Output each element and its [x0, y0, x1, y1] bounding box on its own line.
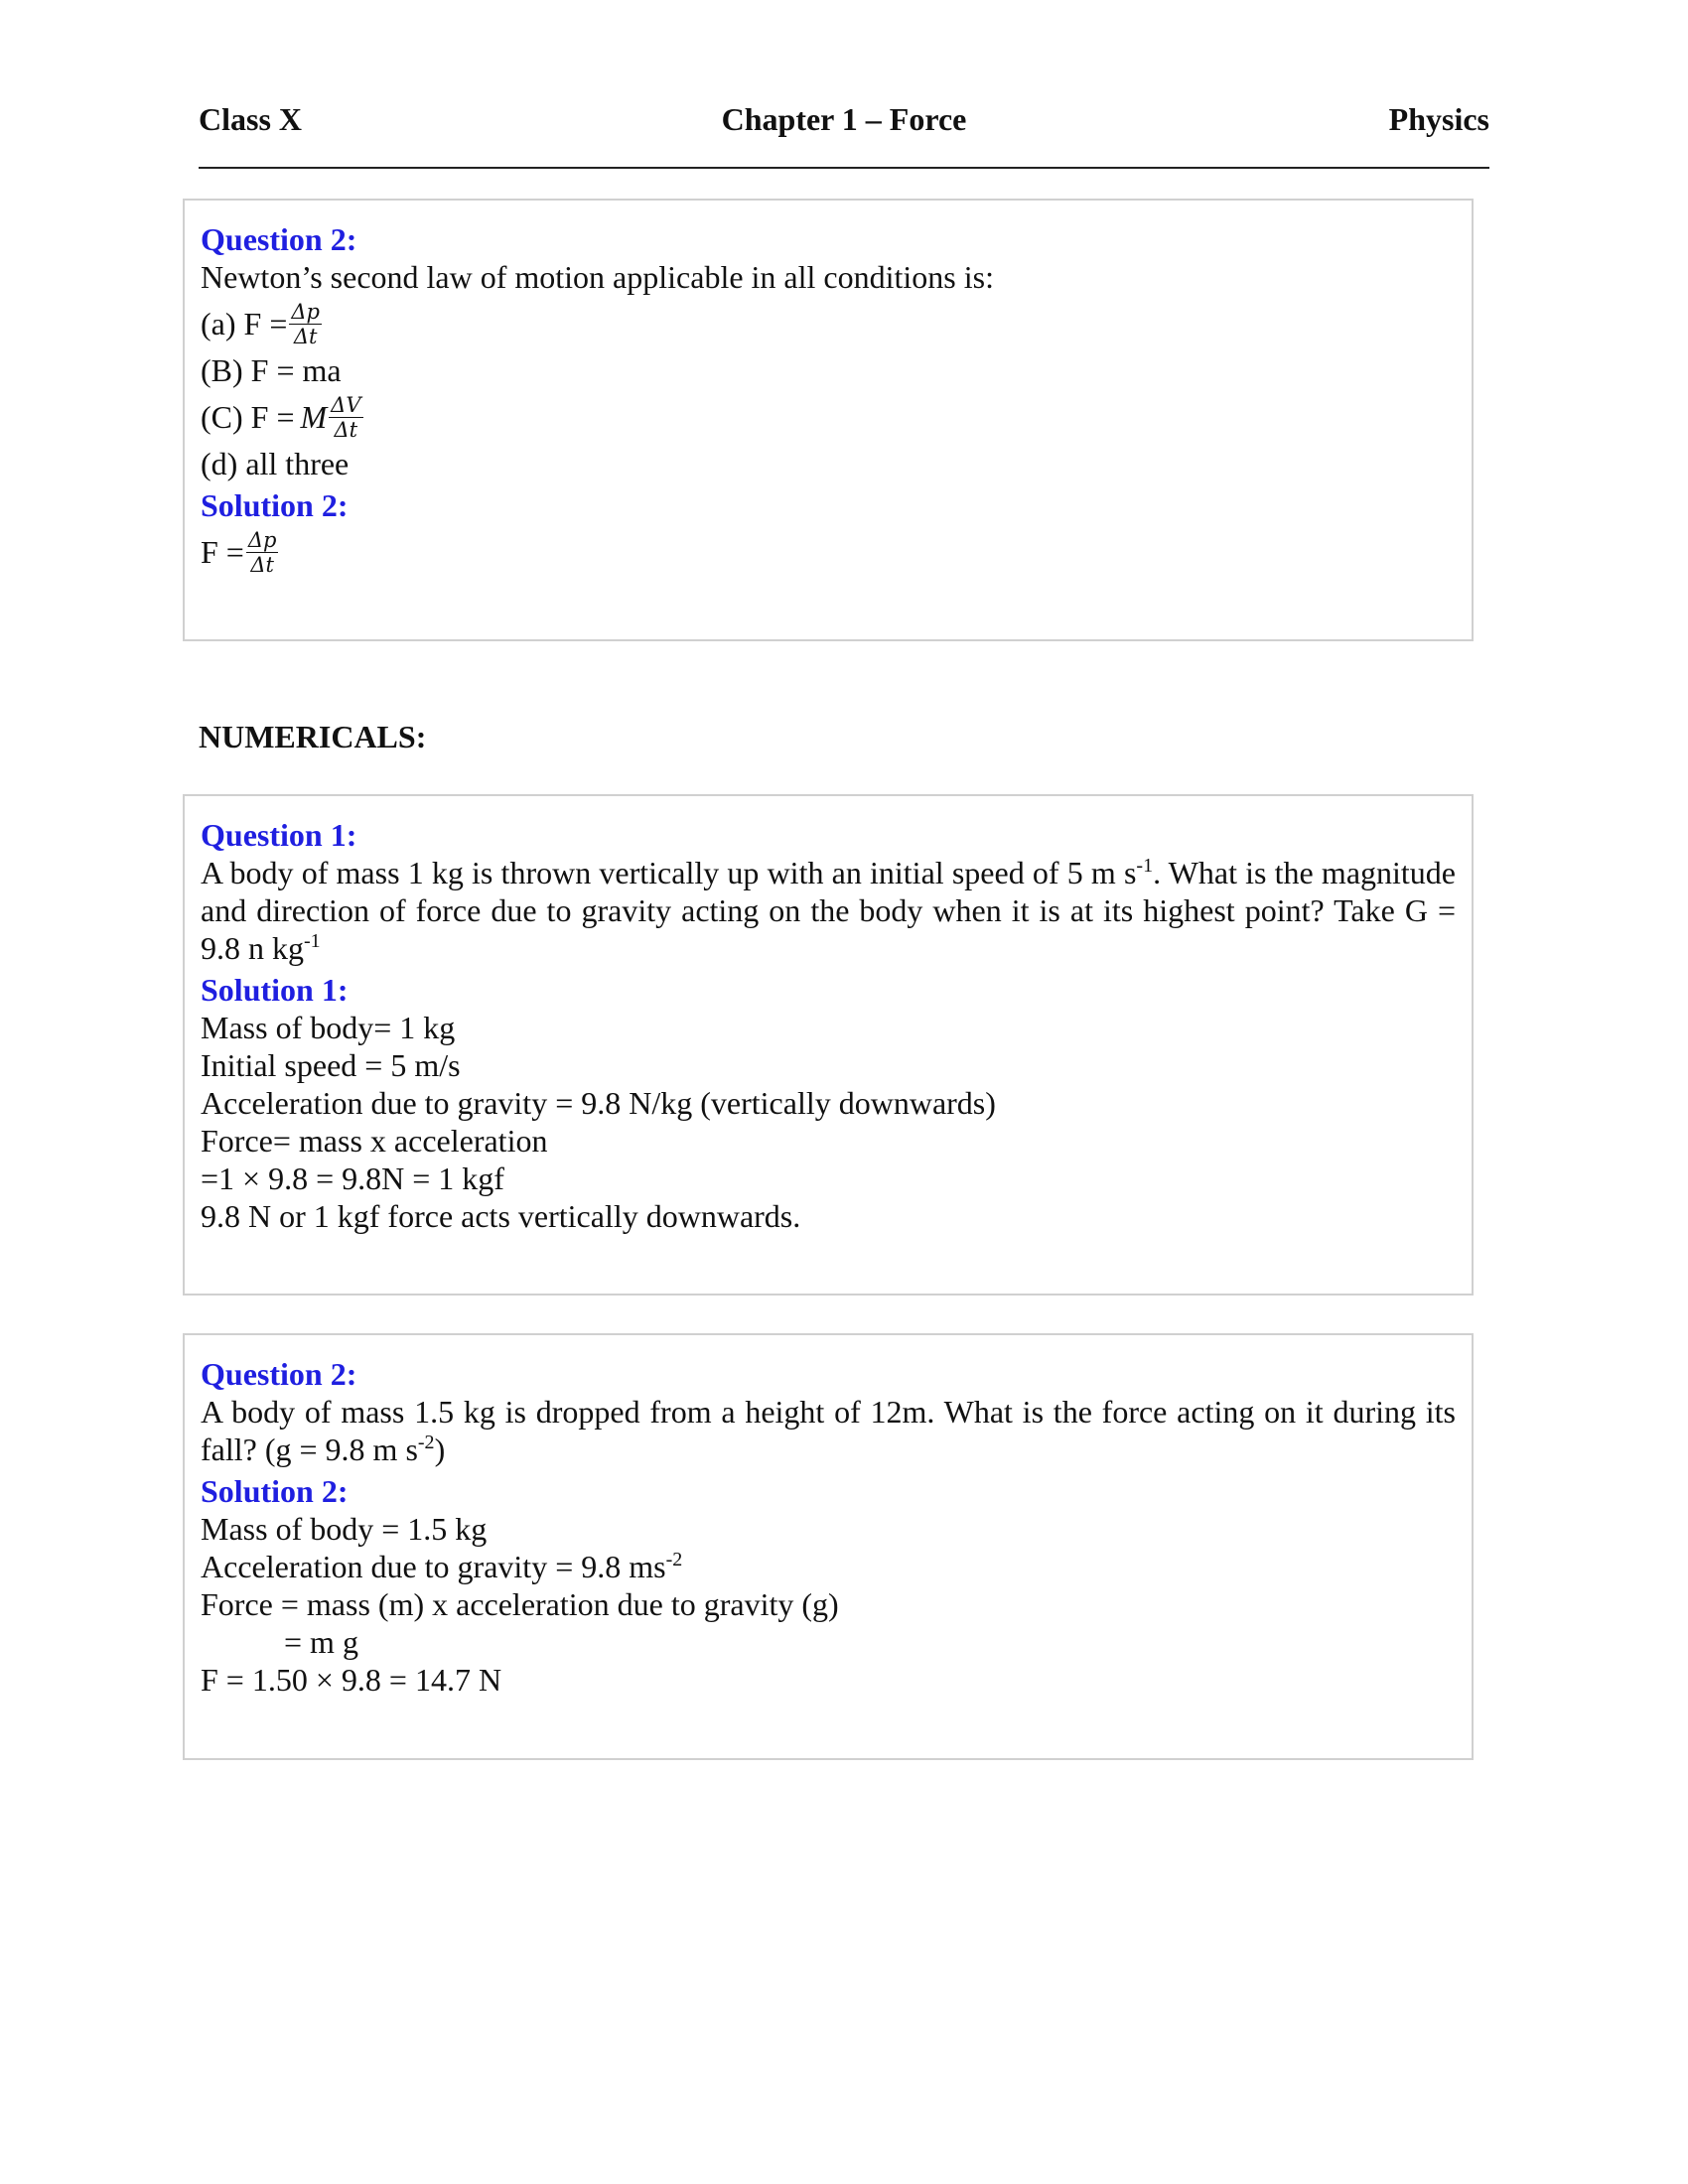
superscript: -2	[665, 1549, 683, 1570]
solution-line	[201, 1548, 1456, 1585]
solution-title: Solution 2:	[201, 487, 349, 523]
option-c-label: (C) F =	[201, 399, 295, 435]
option-a-fraction	[289, 300, 322, 348]
question-title: Question 2:	[201, 1356, 357, 1392]
solution-fraction	[246, 528, 279, 577]
question-text	[201, 1393, 1456, 1468]
option-c	[201, 389, 1456, 445]
solution-label: F =	[201, 534, 244, 570]
question-title: Question 2:	[201, 221, 357, 257]
question-text: Newton’s second law of motion applicable in all conditions is:	[201, 259, 994, 295]
fraction-denominator: Δt	[293, 324, 318, 348]
fraction-numerator: Δp	[247, 527, 277, 552]
numerical-2-box	[183, 1333, 1474, 1760]
solution-line: Acceleration due to gravity = 9.8 N/kg (vertically downwards)	[201, 1085, 996, 1121]
option-c-fraction	[329, 393, 362, 442]
superscript: -1	[1136, 855, 1154, 877]
solution-line-text: Acceleration due to gravity = 9.8 ms	[201, 1549, 666, 1584]
solution-formula	[201, 524, 1456, 580]
fraction-numerator: ΔV	[331, 392, 361, 417]
option-a	[201, 296, 1456, 351]
solution-title: Solution 1:	[201, 972, 349, 1008]
solution-line: 9.8 N or 1 kgf force acts vertically downwards.	[201, 1198, 801, 1234]
question-text-part: )	[434, 1432, 446, 1467]
option-b: (B) F = ma	[201, 352, 342, 388]
solution-title: Solution 2:	[201, 1473, 349, 1509]
section-title: NUMERICALS:	[199, 719, 427, 754]
fraction-denominator: Δt	[334, 417, 358, 442]
solution-line: F = 1.50 × 9.8 = 14.7 N	[201, 1662, 502, 1698]
header-divider	[199, 167, 1489, 169]
question-text-part: . What is the magnitude and direction of force due to gravity acting on the body when it is at its highest point? Take G = 9.8 n kg	[201, 855, 1457, 966]
solution-line: Force = mass (m) x acceleration due to gravity (g)	[201, 1586, 839, 1622]
solution-line: Mass of body= 1 kg	[201, 1010, 456, 1045]
solution-line: Force= mass x acceleration	[201, 1123, 548, 1159]
solution-line: =1 × 9.8 = 9.8N = 1 kgf	[201, 1160, 504, 1196]
question-title: Question 1:	[201, 817, 357, 853]
fraction-denominator: Δt	[250, 552, 274, 577]
question-text-part: A body of mass 1.5 kg is dropped from a height of 12m. What is the force acting on it during its fall? (g = 9.8 m s	[201, 1394, 1456, 1467]
option-c-mass-symbol: M	[300, 399, 328, 435]
fraction-numerator: Δp	[291, 299, 320, 324]
question-text-part: A body of mass 1 kg is thrown vertically up with an initial speed of 5 m s	[201, 855, 1137, 890]
class-label: Class X	[199, 101, 303, 137]
chapter-title: Chapter 1 – Force	[721, 101, 967, 137]
option-d: (d) all three	[201, 446, 350, 481]
question-text	[201, 854, 1456, 967]
option-a-label: (a) F =	[201, 306, 288, 341]
subject-label: Physics	[1388, 101, 1489, 137]
numerical-1-box	[183, 794, 1474, 1296]
solution-line: = m g	[284, 1624, 358, 1660]
superscript: -1	[304, 930, 321, 952]
superscript: -2	[417, 1432, 435, 1453]
mcq-question-box	[183, 199, 1474, 641]
solution-line: Initial speed = 5 m/s	[201, 1047, 461, 1083]
solution-line: Mass of body = 1.5 kg	[201, 1511, 488, 1547]
